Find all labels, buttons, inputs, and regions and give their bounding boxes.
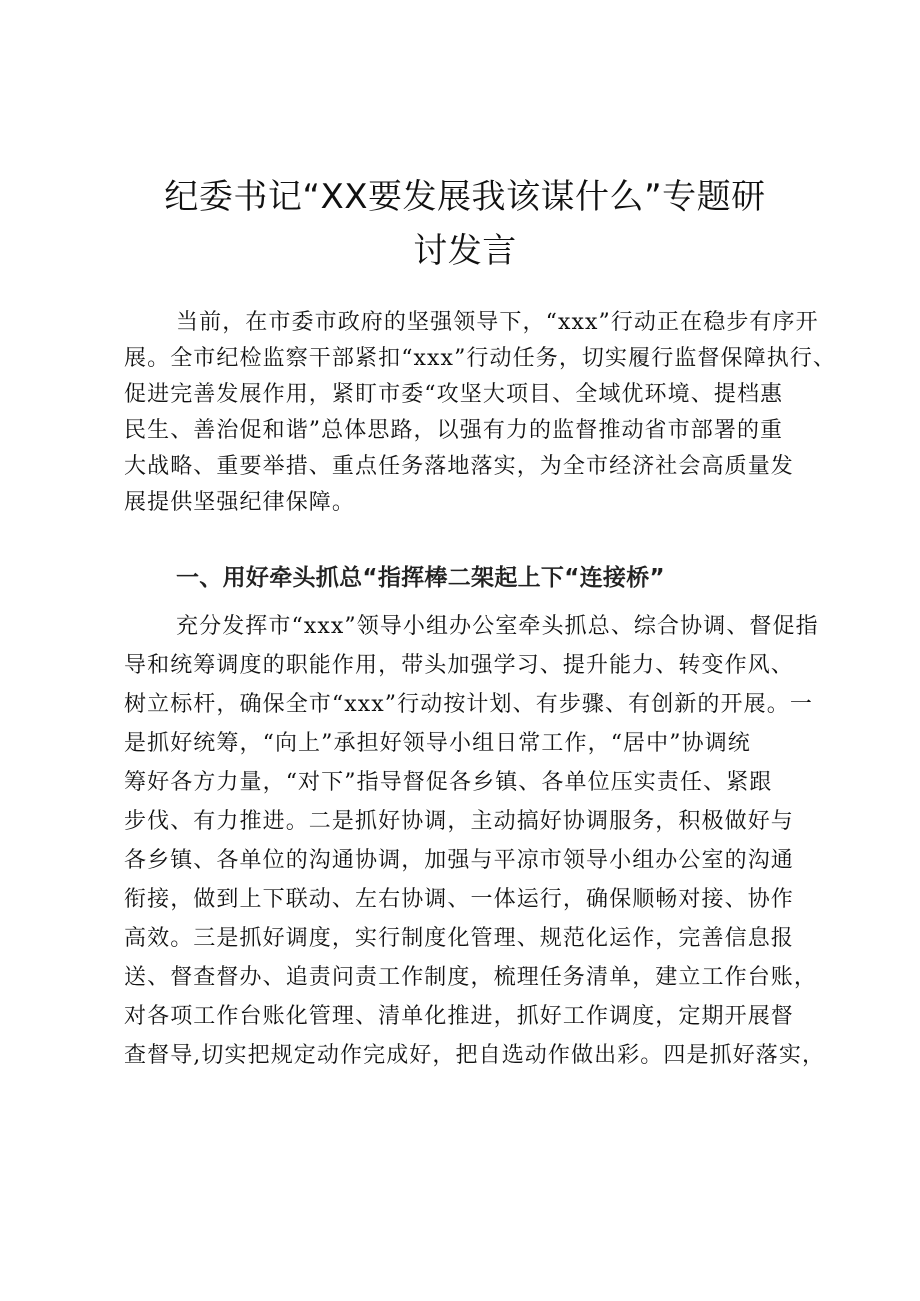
paragraph-2-line-6: 步伐、有力推进。二是抓好协调，主动搞好协调服务，积极做好与 (124, 809, 794, 834)
paragraph-1-line-5: 大战略、重要举措、重点任务落地落实，为全市经济社会高质量发 (124, 454, 794, 479)
document-title (120, 170, 810, 278)
paragraph-1-line-1: 当前，在市委市政府的坚强领导下，“xxx”行动正在稳步有序开 (176, 310, 819, 335)
paragraph-1-line-4: 民生、善治促和谐”总体思路，以强有力的监督推动省市部署的重 (124, 418, 784, 443)
paragraph-1-line-3: 促进完善发展作用，紧盯市委“攻坚大项目、全域优环境、提档惠 (124, 382, 784, 407)
title-line-1: 纪委书记“XX要发展我该谋什么”专题研 (164, 177, 766, 217)
paragraph-2-line-5: 筹好各方力量，“对下”指导督促各乡镇、各单位压实责任、紧跟 (124, 770, 773, 795)
paragraph-2-line-9: 高效。三是抓好调度，实行制度化管理、规范化运作，完善信息报 (124, 926, 794, 951)
paragraph-2-line-8: 衔接，做到上下联动、左右协调、一体运行，确保顺畅对接、协作 (124, 887, 794, 912)
paragraph-2-line-3: 树立标杆，确保全市“xxx”行动按计划、有步骤、有创新的开展。一 (124, 692, 813, 717)
section-heading-1: 一、用好牵头抓总“指挥棒二架起上下“连接桥” (176, 565, 665, 591)
paragraph-2-line-2: 导和统筹调度的职能作用，带头加强学习、提升能力、转变作风、 (124, 653, 794, 678)
paragraph-2-line-1: 充分发挥市“xxx”领导小组办公室牵头抓总、综合协调、督促指 (176, 614, 819, 639)
paragraph-1-line-2: 展。全市纪检监察干部紧扣“xxx”行动任务，切实履行监督保障执行、 (124, 346, 837, 371)
paragraph-1-line-6: 展提供坚强纪律保障。 (124, 490, 356, 515)
paragraph-2-line-4: 是抓好统筹，“向上”承担好领导小组日常工作，“居中”协调统 (124, 731, 751, 756)
title-line-2: 讨发言 (413, 231, 517, 271)
paragraph-2-line-12: 查督导,切实把规定动作完成好，把自选动作做出彩。四是抓好落实， (124, 1043, 826, 1068)
paragraph-2-line-10: 送、督查督办、追责问责工作制度，梳理任务清单，建立工作台账， (124, 965, 818, 990)
paragraph-2-line-7: 各乡镇、各单位的沟通协调，加强与平凉市领导小组办公室的沟通 (124, 848, 794, 873)
paragraph-2-line-11: 对各项工作台账化管理、清单化推进，抓好工作调度，定期开展督 (124, 1004, 794, 1029)
